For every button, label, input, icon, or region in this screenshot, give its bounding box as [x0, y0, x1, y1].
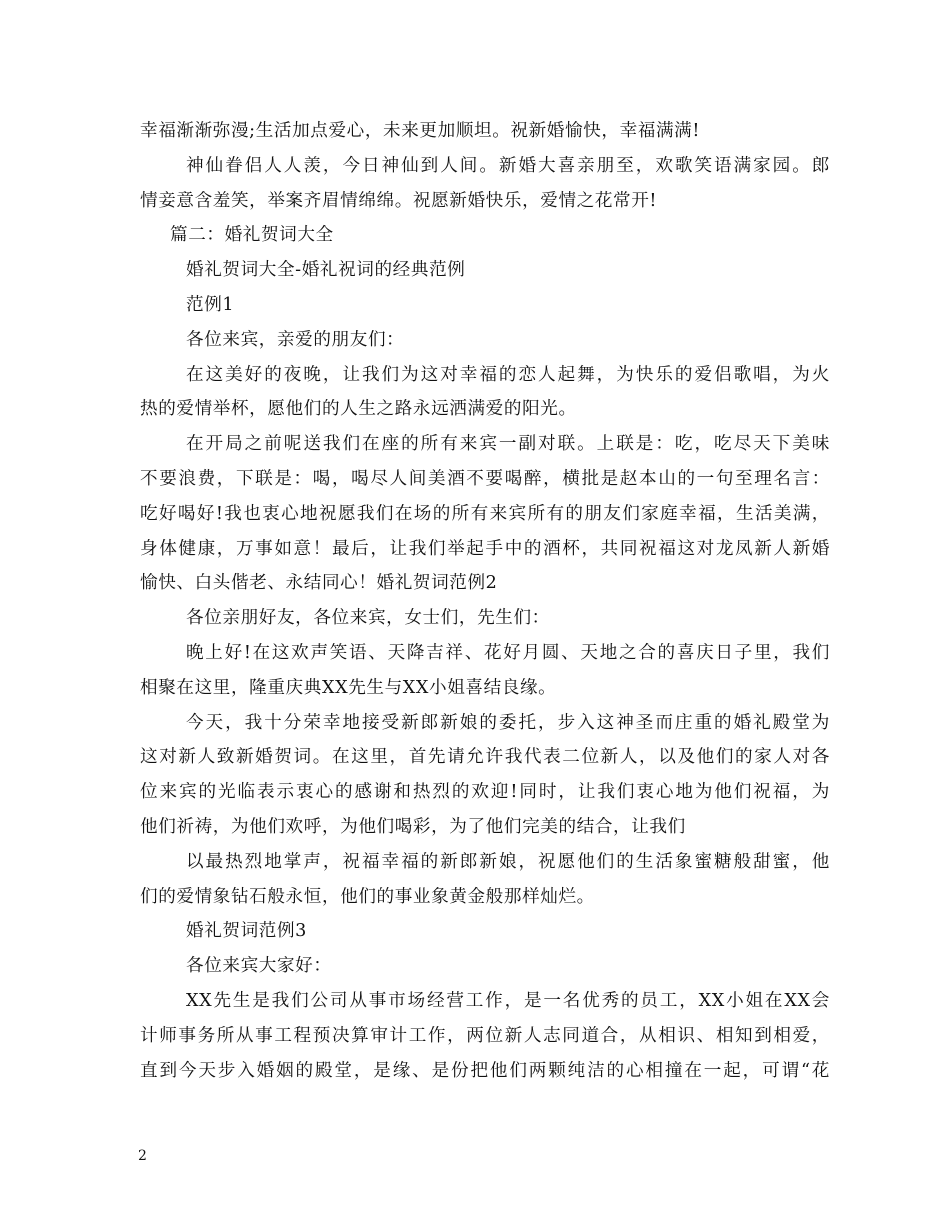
body-text — [140, 114, 830, 1088]
salutation: 各位来宾，亲爱的朋友们： — [186, 329, 405, 350]
text-line: 身体健康，万事如意！最后，让我们举起手中的酒杯，共同祝福这对龙凤新人新婚 — [140, 538, 830, 559]
text-line: 愉快、白头偕老、永结同心！婚礼贺词范例2 — [140, 573, 498, 594]
text-line: 神仙眷侣人人羡，今日神仙到人间。新婚大喜亲朋至，欢歌笑语满家园。郎 — [186, 155, 830, 176]
example-heading: 婚礼贺词范例3 — [186, 921, 307, 942]
salutation: 各位来宾大家好： — [186, 956, 332, 977]
text-line: 以最热烈地掌声，祝福幸福的新郎新娘，祝愿他们的生活象蜜糖般甜蜜，他 — [186, 851, 830, 872]
text-line: 位来宾的光临表示衷心的感谢和热烈的欢迎!同时，让我们衷心地为他们祝福，为 — [140, 782, 830, 803]
text-line: 不要浪费，下联是：喝，喝尽人间美酒不要喝醉，横批是赵本山的一句至理名言： — [140, 468, 830, 489]
text-line: 计师事务所从事工程预决算审计工作，两位新人志同道合，从相识、相知到相爱， — [140, 1025, 830, 1046]
text-line: 相聚在这里，隆重庆典XX先生与XX小姐喜结良缘。 — [140, 677, 557, 698]
text-line: XX先生是我们公司从事市场经营工作，是一名优秀的员工，XX小姐在XX会 — [186, 990, 830, 1011]
text-line: 今天，我十分荣幸地接受新郎新娘的委托，步入这神圣而庄重的婚礼殿堂为 — [186, 712, 830, 733]
text-line: 他们祈祷，为他们欢呼，为他们喝彩，为了他们完美的结合，让我们 — [140, 816, 686, 837]
text-line: 热的爱情举杯，愿他们的人生之路永远洒满爱的阳光。 — [140, 399, 577, 420]
text-line: 吃好喝好!我也衷心地祝愿我们在场的所有来宾所有的朋友们家庭幸福，生活美满， — [140, 503, 830, 524]
salutation: 各位亲朋好友，各位来宾，女士们，先生们： — [186, 608, 550, 629]
text-line: 直到今天步入婚姻的殿堂，是缘、是份把他们两颗纯洁的心相撞在一起，可谓“花 — [140, 1060, 830, 1081]
example-heading: 范例1 — [186, 294, 235, 315]
page-number: 2 — [138, 1148, 147, 1164]
text-line: 在开局之前呢送我们在座的所有来宾一副对联。上联是：吃，吃尽天下美味 — [186, 434, 830, 455]
text-line: 幸福渐渐弥漫;生活加点爱心，未来更加顺坦。祝新婚愉快，幸福满满! — [140, 121, 701, 141]
text-line: 们的爱情象钻石般永恒，他们的事业象黄金般那样灿烂。 — [140, 886, 595, 907]
text-line: 情妾意含羞笑，举案齐眉情绵绵。祝愿新婚快乐，爱情之花常开! — [140, 190, 658, 211]
text-line: 晚上好!在这欢声笑语、天降吉祥、花好月圆、天地之合的喜庆日子里，我们 — [186, 642, 830, 663]
article-title: 婚礼贺词大全-婚礼祝词的经典范例 — [186, 260, 466, 281]
text-line: 在这美好的夜晚，让我们为这对幸福的恋人起舞，为快乐的爱侣歌唱，为火 — [186, 364, 830, 385]
text-line: 这对新人致新婚贺词。在这里，首先请允许我代表二位新人，以及他们的家人对各 — [140, 747, 830, 768]
section-heading: 篇二：婚礼贺词大全 — [170, 225, 334, 246]
